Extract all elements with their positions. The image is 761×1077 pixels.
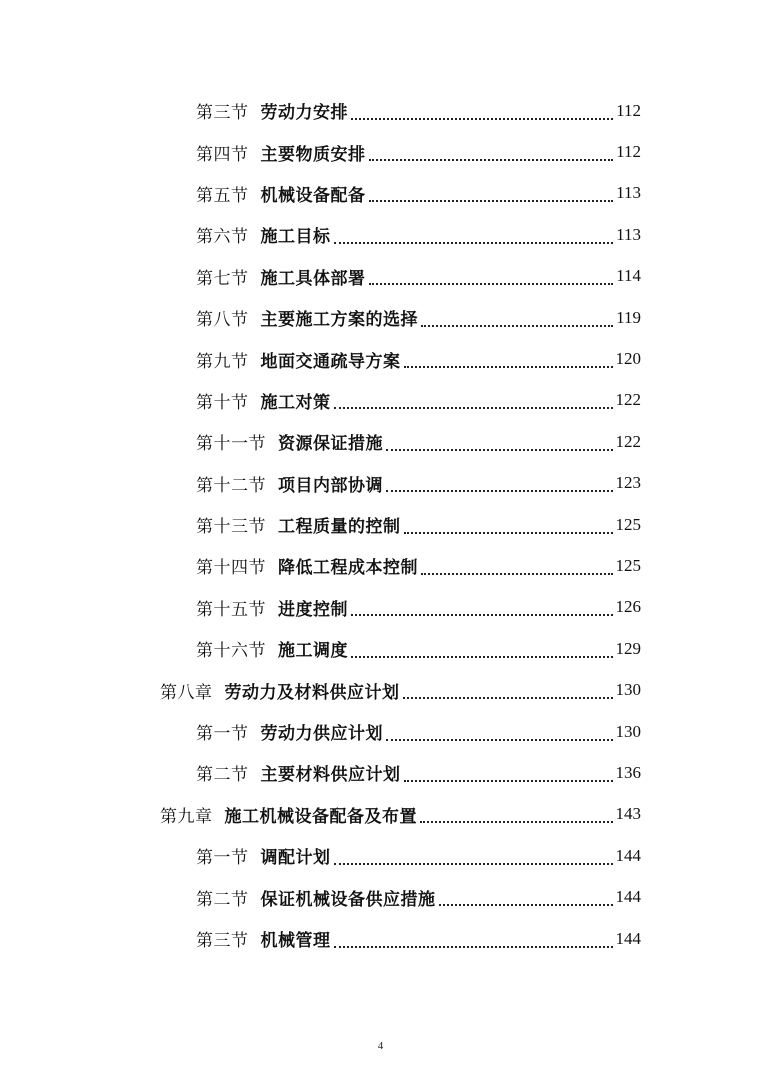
- toc-dot-leader: [404, 364, 613, 368]
- toc-dot-leader: [403, 695, 613, 699]
- toc-dot-leader: [369, 198, 614, 202]
- toc-entry-page: 113: [616, 224, 641, 244]
- toc-section-entry[interactable]: [0, 504, 761, 545]
- toc-entry-page: 123: [615, 473, 641, 493]
- toc-entry-page: 122: [615, 431, 641, 451]
- toc-entry-number: 第六节: [196, 227, 249, 248]
- toc-dot-leader: [334, 405, 613, 409]
- toc-section-entry[interactable]: [0, 90, 761, 131]
- toc-entry-page: 130: [615, 721, 641, 741]
- toc-entry-number: 第二节: [196, 889, 249, 910]
- toc-section-entry[interactable]: [0, 876, 761, 917]
- toc-entry-number: 第十一节: [196, 434, 266, 455]
- toc-entry-page: 120: [615, 349, 641, 369]
- toc-section-entry[interactable]: [0, 421, 761, 462]
- toc-dot-leader: [351, 116, 613, 120]
- toc-dot-leader: [351, 612, 613, 616]
- toc-entry-title: 调配计划: [260, 848, 331, 869]
- toc-entry-number: 第三节: [196, 103, 249, 124]
- toc-entry-title: 项目内部协调: [278, 475, 383, 496]
- toc-entry-title: 机械管理: [260, 931, 331, 951]
- toc-dot-leader: [386, 488, 613, 492]
- toc-entry-page: 125: [615, 514, 641, 534]
- toc-entry-number: 第五节: [196, 185, 249, 206]
- toc-section-entry[interactable]: [0, 752, 761, 793]
- toc-entry-number: 第十节: [196, 392, 249, 413]
- toc-entry-page: 144: [615, 887, 641, 907]
- toc-entry-number: 第七节: [196, 268, 249, 289]
- toc-entry-page: 114: [616, 266, 641, 286]
- toc-entry-page: 129: [615, 638, 641, 658]
- toc-entry-number: 第四节: [196, 144, 249, 165]
- toc-entry-number: 第八节: [196, 310, 249, 331]
- toc-chapter-entry[interactable]: [0, 669, 761, 710]
- toc-entry-number: 第一节: [196, 848, 249, 869]
- toc-dot-leader: [386, 447, 613, 451]
- toc-dot-leader: [334, 944, 613, 948]
- toc-entry-number: 第十二节: [196, 475, 266, 496]
- toc-section-entry[interactable]: [0, 256, 761, 297]
- toc-dot-leader: [334, 861, 613, 865]
- toc-entry-title: 施工机械设备配备及布置: [224, 806, 417, 827]
- toc-entry-title: 施工对策: [260, 392, 331, 413]
- toc-dot-leader: [404, 778, 613, 782]
- toc-entry-page: 130: [615, 680, 641, 700]
- toc-entry-title: 主要施工方案的选择: [260, 310, 418, 331]
- toc-dot-leader: [420, 819, 613, 823]
- toc-entry-page: 126: [615, 597, 641, 617]
- toc-entry-page: 119: [616, 307, 641, 327]
- toc-dot-leader: [421, 571, 613, 575]
- toc-section-entry[interactable]: [0, 214, 761, 255]
- toc-entry-title: 主要材料供应计划: [260, 765, 401, 786]
- toc-entry-title: 工程质量的控制: [278, 517, 401, 538]
- toc-entry-number: 第九节: [196, 351, 249, 372]
- toc-section-entry[interactable]: [0, 131, 761, 172]
- toc-entry-number: 第三节: [196, 931, 249, 951]
- toc-entry-number: 第十五节: [196, 599, 266, 620]
- toc-entry-title: 施工具体部署: [260, 268, 366, 289]
- toc-section-entry[interactable]: [0, 297, 761, 338]
- toc-entry-number: 第十四节: [196, 558, 266, 579]
- toc-section-entry[interactable]: [0, 918, 761, 959]
- toc-entry-page: 144: [615, 845, 641, 865]
- toc-dot-leader: [421, 323, 613, 327]
- toc-entry-title: 保证机械设备供应措施: [260, 889, 436, 910]
- toc-entry-page: 112: [616, 142, 641, 162]
- toc-entry-number: 第九章: [160, 806, 213, 827]
- toc-entry-title: 主要物质安排: [260, 144, 366, 165]
- toc-section-entry[interactable]: [0, 628, 761, 669]
- toc-entry-title: 资源保证措施: [278, 434, 383, 455]
- toc-section-entry[interactable]: [0, 463, 761, 504]
- toc-entry-title: 进度控制: [278, 599, 348, 620]
- toc-list: [0, 90, 761, 959]
- toc-dot-leader: [334, 240, 614, 244]
- toc-entry-number: 第一节: [196, 724, 249, 745]
- toc-entry-title: 地面交通疏导方案: [260, 351, 401, 372]
- toc-entry-title: 机械设备配备: [260, 185, 366, 206]
- toc-entry-title: 施工目标: [260, 227, 331, 248]
- toc-entry-number: 第二节: [196, 765, 249, 786]
- toc-entry-title: 劳动力供应计划: [260, 724, 383, 745]
- toc-dot-leader: [386, 737, 613, 741]
- toc-dot-leader: [369, 281, 614, 285]
- toc-section-entry[interactable]: [0, 173, 761, 214]
- toc-section-entry[interactable]: [0, 380, 761, 421]
- toc-dot-leader: [439, 902, 613, 906]
- toc-section-entry[interactable]: [0, 835, 761, 876]
- toc-entry-number: 第八章: [160, 682, 213, 703]
- toc-entry-title: 施工调度: [278, 641, 348, 662]
- toc-section-entry[interactable]: [0, 545, 761, 586]
- toc-entry-number: 第十三节: [196, 517, 266, 538]
- page-number: 4: [377, 1040, 384, 1052]
- toc-entry-page: 112: [616, 100, 641, 120]
- toc-entry-title: 劳动力安排: [260, 103, 348, 124]
- toc-dot-leader: [351, 654, 613, 658]
- toc-entry-page: 122: [615, 390, 641, 410]
- toc-entry-page: 143: [615, 804, 641, 824]
- toc-chapter-entry[interactable]: [0, 794, 761, 835]
- toc-section-entry[interactable]: [0, 711, 761, 752]
- toc-entry-page: 113: [616, 183, 641, 203]
- toc-entry-title: 劳动力及材料供应计划: [224, 682, 400, 703]
- toc-entry-title: 降低工程成本控制: [278, 558, 418, 579]
- toc-section-entry[interactable]: [0, 338, 761, 379]
- toc-entry-page: 144: [615, 928, 641, 948]
- toc-entry-page: 125: [615, 555, 641, 575]
- table-of-contents: [0, 90, 761, 959]
- toc-entry-number: 第十六节: [196, 641, 266, 662]
- toc-section-entry[interactable]: [0, 587, 761, 628]
- toc-dot-leader: [369, 157, 614, 161]
- toc-entry-page: 136: [615, 762, 641, 782]
- toc-dot-leader: [404, 530, 613, 534]
